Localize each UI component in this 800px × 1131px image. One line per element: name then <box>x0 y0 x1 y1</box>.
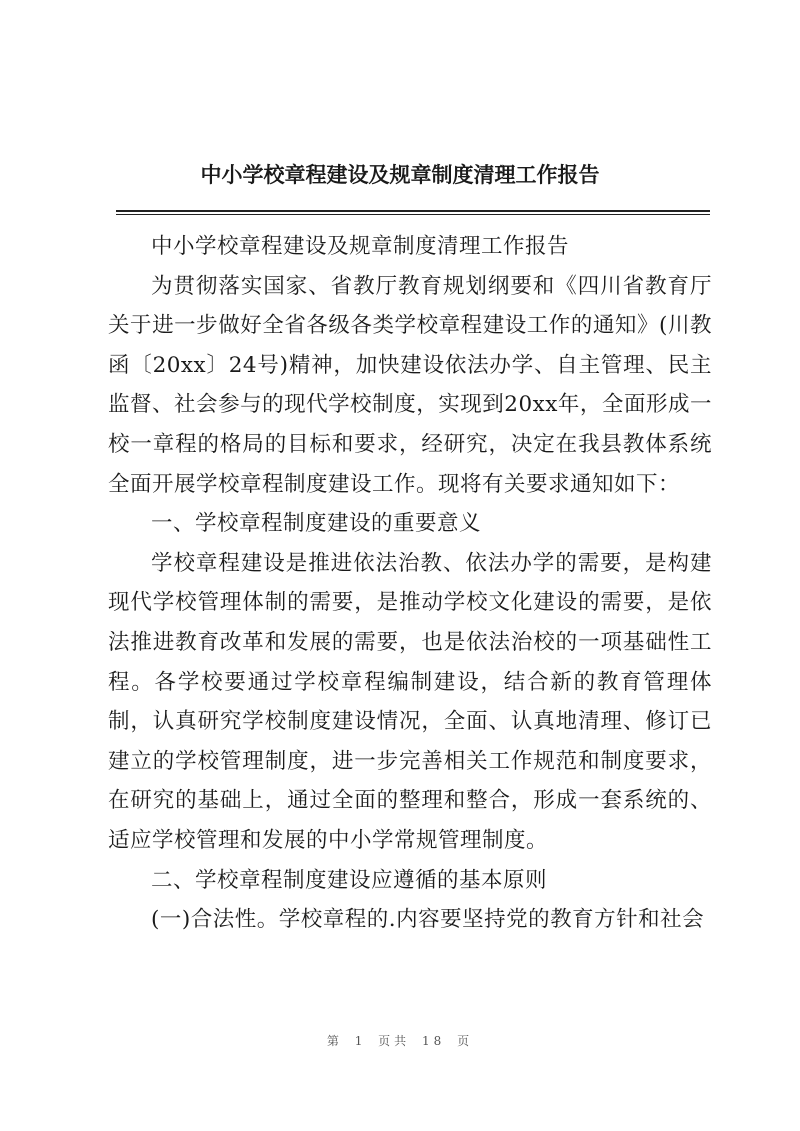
section-paragraph-1: 学校章程建设是推进依法治教、依法办学的需要，是构建现代学校管理体制的需要，是推动学校文化建设的需要，是依法推进教育改革和发展的需要，也是依法治校的一项基础性工程。各学校要通过学校章程编制建设，结合新的教育管理体制，认真研究学校制度建设情况，全面、认真地清理、修订已建立的学校管理制度，进一步完善相关工作规范和制度要求，在研究的基础上，通过全面的整理和整合，形成一套系统的、适应学校管理和发展的中小学常规管理制度。 <box>108 550 712 853</box>
page-title: 中小学校章程建设及规章制度清理工作报告 <box>200 162 600 187</box>
title-divider <box>116 210 710 212</box>
footer-suffix: 页 <box>457 1034 474 1048</box>
principle-paragraph-1: (一)合法性。学校章程的.内容要坚持党的教育方针和社会 <box>151 907 705 933</box>
section-heading-2: 二、学校章程制度建设应遵循的基本原则 <box>151 867 548 893</box>
footer-prefix: 第 <box>326 1034 343 1048</box>
intro-paragraph: 为贯彻落实国家、省教厅教育规划纲要和《四川省教育厅关于进一步做好全省各级各类学校章程建设工作的通知》(川教函〔20xx〕24号)精神，加快建设依法办学、自主管理、民主监督、社会参与的现代学校制度，实现到20xx年，全面形成一校一章程的格局的目标和要求，经研究，决定在我县教体系统全面开展学校章程制度建设工作。现将有关要求通知如下： <box>108 273 712 497</box>
page-footer <box>0 1032 800 1049</box>
body-heading: 中小学校章程建设及规章制度清理工作报告 <box>151 234 570 259</box>
title-divider-thin <box>116 214 710 215</box>
footer-middle: 页共 <box>378 1034 411 1048</box>
footer-current-page: 1 <box>354 1034 367 1048</box>
document-body <box>108 227 712 940</box>
section-heading-1: 一、学校章程制度建设的重要意义 <box>151 511 482 537</box>
footer-total-pages: 18 <box>422 1034 446 1048</box>
